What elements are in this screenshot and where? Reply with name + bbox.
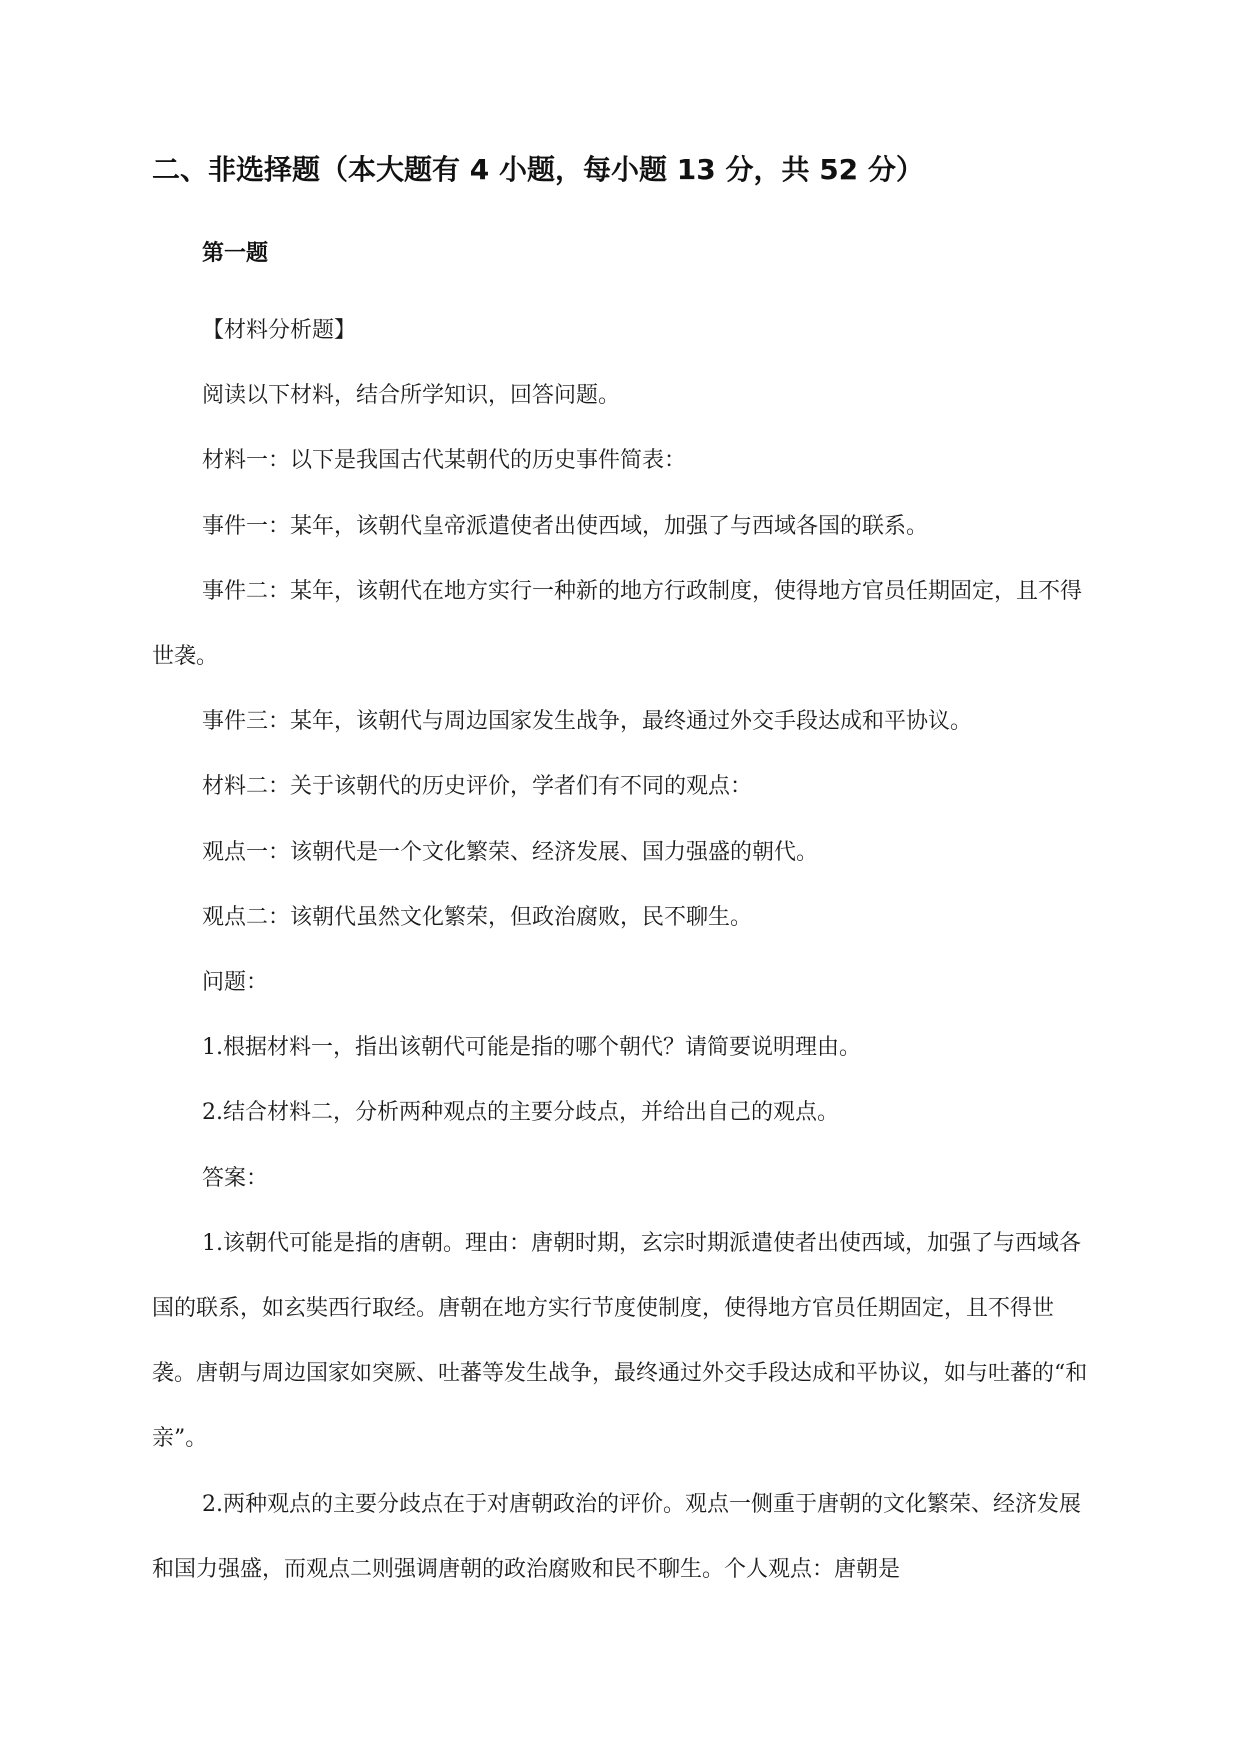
section-heading: 二、非选择题（本大题有 4 小题，每小题 13 分，共 52 分） [152, 153, 924, 186]
view-two: 观点二：该朝代虽然文化繁荣，但政治腐败，民不聊生。 [202, 904, 753, 930]
question-body [152, 298, 1092, 1602]
material-one-intro: 材料一：以下是我国古代某朝代的历史事件简表： [202, 448, 687, 474]
question-two: 2.结合材料二，分析两种观点的主要分歧点，并给出自己的观点。 [202, 1100, 839, 1126]
event-three: 事件三：某年，该朝代与周边国家发生战争，最终通过外交手段达成和平协议。 [202, 709, 973, 735]
answer-label: 答案： [202, 1165, 269, 1191]
question-one: 1.根据材料一，指出该朝代可能是指的哪个朝代？请简要说明理由。 [202, 1035, 861, 1061]
answer-two: 2.两种观点的主要分歧点在于对唐朝政治的评价。观点一侧重于唐朝的文化繁荣、经济发展和国力强盛，而观点二则强调唐朝的政治腐败和民不聊生。个人观点：唐朝是 [152, 1491, 1081, 1582]
view-one: 观点一：该朝代是一个文化繁荣、经济发展、国力强盛的朝代。 [202, 839, 819, 865]
event-one: 事件一：某年，该朝代皇帝派遣使者出使西域，加强了与西域各国的联系。 [202, 513, 929, 539]
answer-one: 1.该朝代可能是指的唐朝。理由：唐朝时期，玄宗时期派遣使者出使西域，加强了与西域各国的联系，如玄奘西行取经。唐朝在地方实行节度使制度，使得地方官员任期固定，且不得世袭。唐朝与周边国家如突厥、吐蕃等发生战争，最终通过外交手段达成和平协议，如与吐蕃的“和亲”。 [152, 1230, 1088, 1452]
event-two: 事件二：某年，该朝代在地方实行一种新的地方行政制度，使得地方官员任期固定，且不得世袭。 [152, 578, 1083, 670]
instruction: 阅读以下材料，结合所学知识，回答问题。 [202, 383, 621, 409]
question-type: 【材料分析题】 [202, 318, 357, 343]
question-title: 第一题 [202, 241, 269, 266]
material-two-intro: 材料二：关于该朝代的历史评价，学者们有不同的观点： [202, 774, 753, 800]
questions-label: 问题： [202, 970, 269, 996]
